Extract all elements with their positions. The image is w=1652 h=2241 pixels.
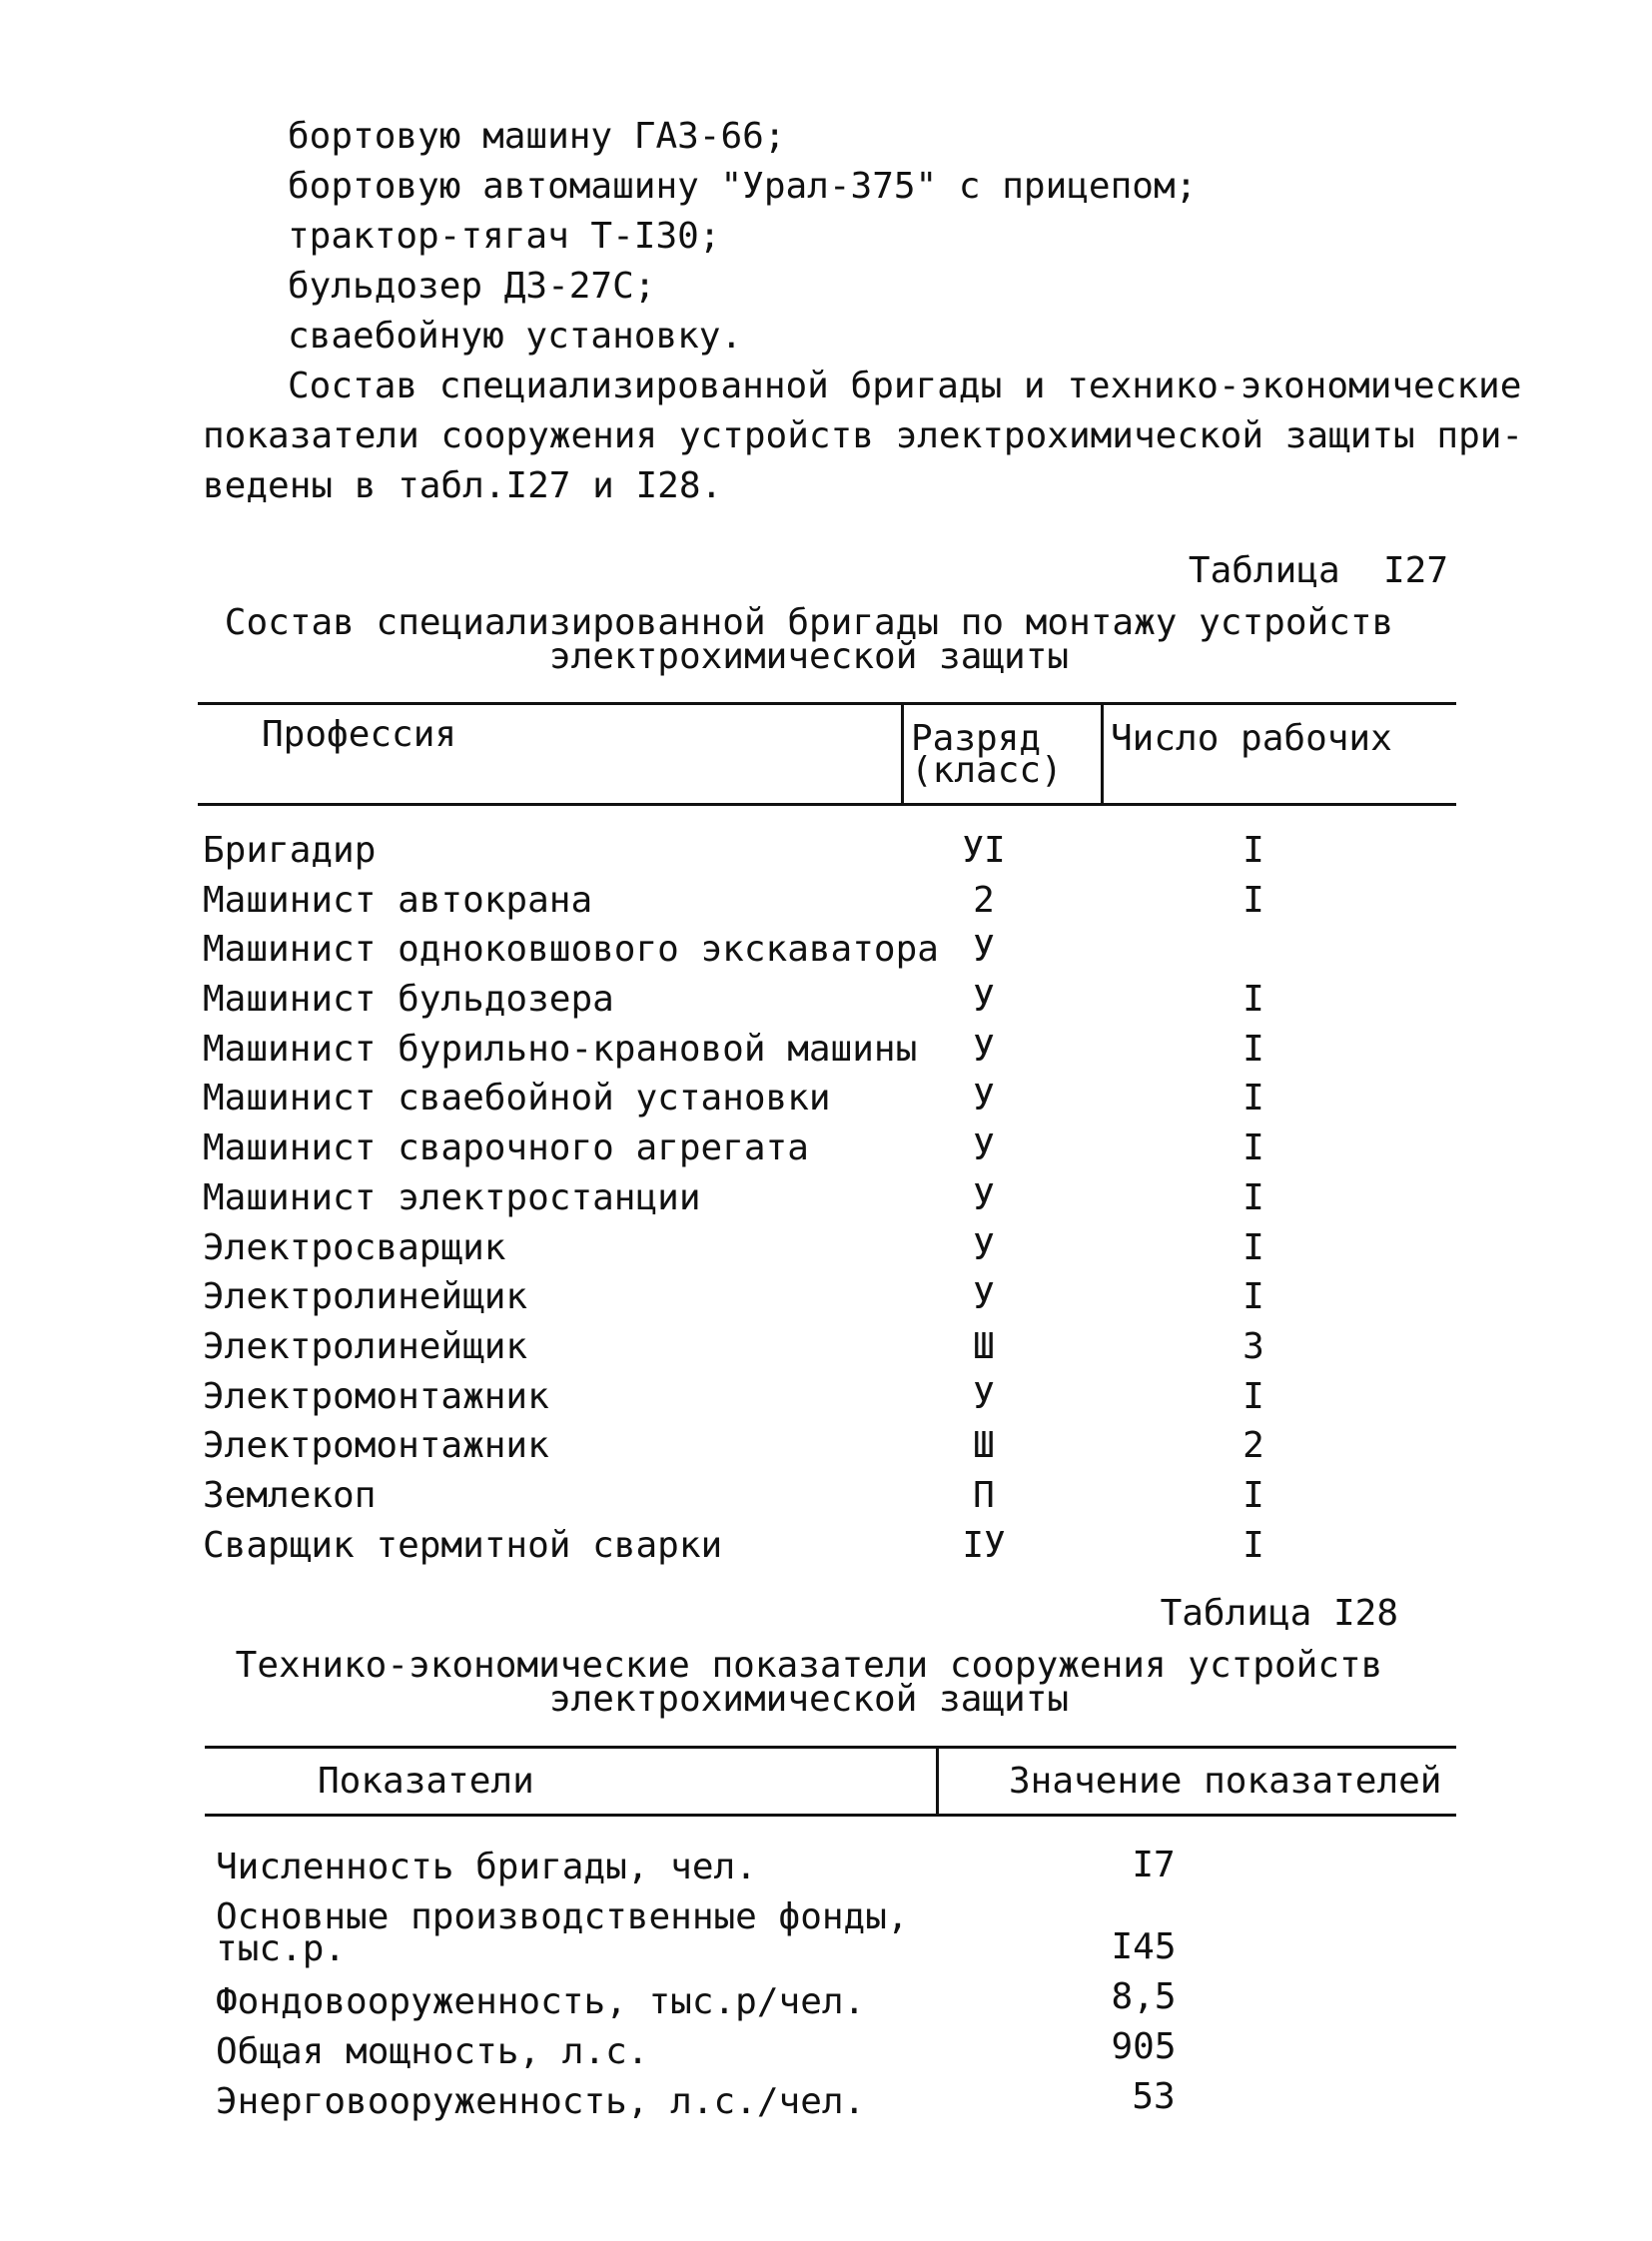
list-item: бульдозер ДЗ-27С;: [288, 266, 656, 307]
profession-cell: Машинист автокрана: [203, 880, 593, 921]
workers-cell: 2: [1242, 1425, 1264, 1466]
list-item: бортовую машину ГАЗ-66;: [288, 116, 786, 157]
workers-cell: I: [1242, 1029, 1264, 1070]
table-128-title: Технико-экономические показатели сооружения устройств: [235, 1645, 1383, 1686]
profession-cell: Бригадир: [203, 830, 377, 871]
workers-cell: I: [1242, 1078, 1264, 1119]
table-127-title: электрохимической защиты: [548, 636, 1070, 677]
value-cell: I45: [1111, 1926, 1177, 1967]
table-127-column-divider: [901, 702, 904, 806]
workers-cell: I: [1242, 1475, 1264, 1516]
profession-cell: Электромонтажник: [203, 1425, 549, 1466]
column-header-profession: Профессия: [262, 714, 457, 755]
grade-cell: У: [973, 929, 995, 970]
indicator-cell: тыс.р.: [216, 1928, 347, 1969]
grade-cell: УI: [962, 830, 1006, 871]
indicator-cell: Фондовооруженность, тыс.р/чел.: [216, 1981, 866, 2022]
profession-cell: Электромонтажник: [203, 1376, 549, 1417]
table-127-header-rule: [198, 803, 1456, 806]
grade-cell: Ш: [973, 1425, 995, 1466]
profession-cell: Сварщик термитной сварки: [203, 1525, 723, 1566]
paragraph-line: показатели сооружения устройств электрохимической защиты при-: [203, 415, 1524, 456]
table-127-column-divider: [1101, 702, 1104, 806]
grade-cell: У: [973, 1276, 995, 1317]
profession-cell: Электролинейщик: [203, 1326, 528, 1367]
value-cell: 8,5: [1111, 1976, 1177, 2017]
grade-cell: У: [973, 979, 995, 1020]
value-cell: I7: [1132, 1845, 1176, 1885]
profession-cell: Землекоп: [203, 1475, 377, 1516]
workers-cell: 3: [1242, 1326, 1264, 1367]
profession-cell: Машинист сварочного агрегата: [203, 1127, 809, 1168]
table-128-column-divider: [936, 1746, 939, 1817]
paragraph-line: ведены в табл.I27 и I28.: [203, 465, 723, 506]
profession-cell: Электролинейщик: [203, 1276, 528, 1317]
table-127-label: Таблица I27: [1188, 550, 1448, 591]
profession-cell: Машинист бурильно-крановой машины: [203, 1029, 918, 1070]
grade-cell: У: [973, 1127, 995, 1168]
column-header-indicator: Показатели: [318, 1761, 534, 1802]
grade-cell: У: [973, 1376, 995, 1417]
grade-cell: У: [973, 1029, 995, 1070]
grade-cell: У: [973, 1078, 995, 1119]
table-128-top-rule: [205, 1746, 1456, 1749]
workers-cell: I: [1242, 979, 1264, 1020]
column-header-grade: Разряд: [911, 718, 1042, 759]
value-cell: 53: [1132, 2076, 1176, 2117]
paragraph-line: Состав специализированной бригады и технико-экономические: [288, 366, 1522, 406]
profession-cell: Машинист электростанции: [203, 1177, 701, 1218]
grade-cell: П: [973, 1475, 995, 1516]
column-header-workers: Число рабочих: [1111, 718, 1392, 759]
table-128-title: электрохимической защиты: [548, 1679, 1070, 1720]
table-127-title: Состав специализированной бригады по монтажу устройств: [224, 602, 1394, 643]
indicator-cell: Энерговооруженность, л.с./чел.: [216, 2081, 866, 2122]
workers-cell: I: [1242, 830, 1264, 871]
workers-cell: I: [1242, 1127, 1264, 1168]
grade-cell: Ш: [973, 1326, 995, 1367]
indicator-cell: Общая мощность, л.с.: [216, 2031, 649, 2072]
list-item: бортовую автомашину "Урал-375" с прицепом;: [288, 166, 1198, 207]
table-128-label: Таблица I28: [1160, 1593, 1398, 1634]
workers-cell: I: [1242, 880, 1264, 921]
column-header-value: Значение показателей: [1009, 1761, 1442, 1802]
indicator-cell: Численность бригады, чел.: [216, 1847, 757, 1887]
table-128-header-rule: [205, 1814, 1456, 1817]
list-item: трактор-тягач Т-I30;: [288, 216, 721, 257]
profession-cell: Машинист сваебойной установки: [203, 1078, 831, 1119]
indicator-cell: Основные производственные фонды,: [216, 1896, 909, 1937]
grade-cell: IУ: [962, 1525, 1006, 1566]
workers-cell: I: [1242, 1177, 1264, 1218]
column-header-grade: (класс): [911, 750, 1063, 791]
value-cell: 905: [1111, 2026, 1177, 2067]
grade-cell: У: [973, 1177, 995, 1218]
workers-cell: I: [1242, 1276, 1264, 1317]
profession-cell: Машинист одноковшового экскаватора: [203, 929, 939, 970]
profession-cell: Машинист бульдозера: [203, 979, 614, 1020]
grade-cell: У: [973, 1227, 995, 1268]
profession-cell: Электросварщик: [203, 1227, 506, 1268]
grade-cell: 2: [973, 880, 995, 921]
workers-cell: I: [1242, 1376, 1264, 1417]
table-127-top-rule: [198, 702, 1456, 705]
workers-cell: I: [1242, 1525, 1264, 1566]
list-item: сваебойную установку.: [288, 316, 743, 357]
workers-cell: I: [1242, 1227, 1264, 1268]
